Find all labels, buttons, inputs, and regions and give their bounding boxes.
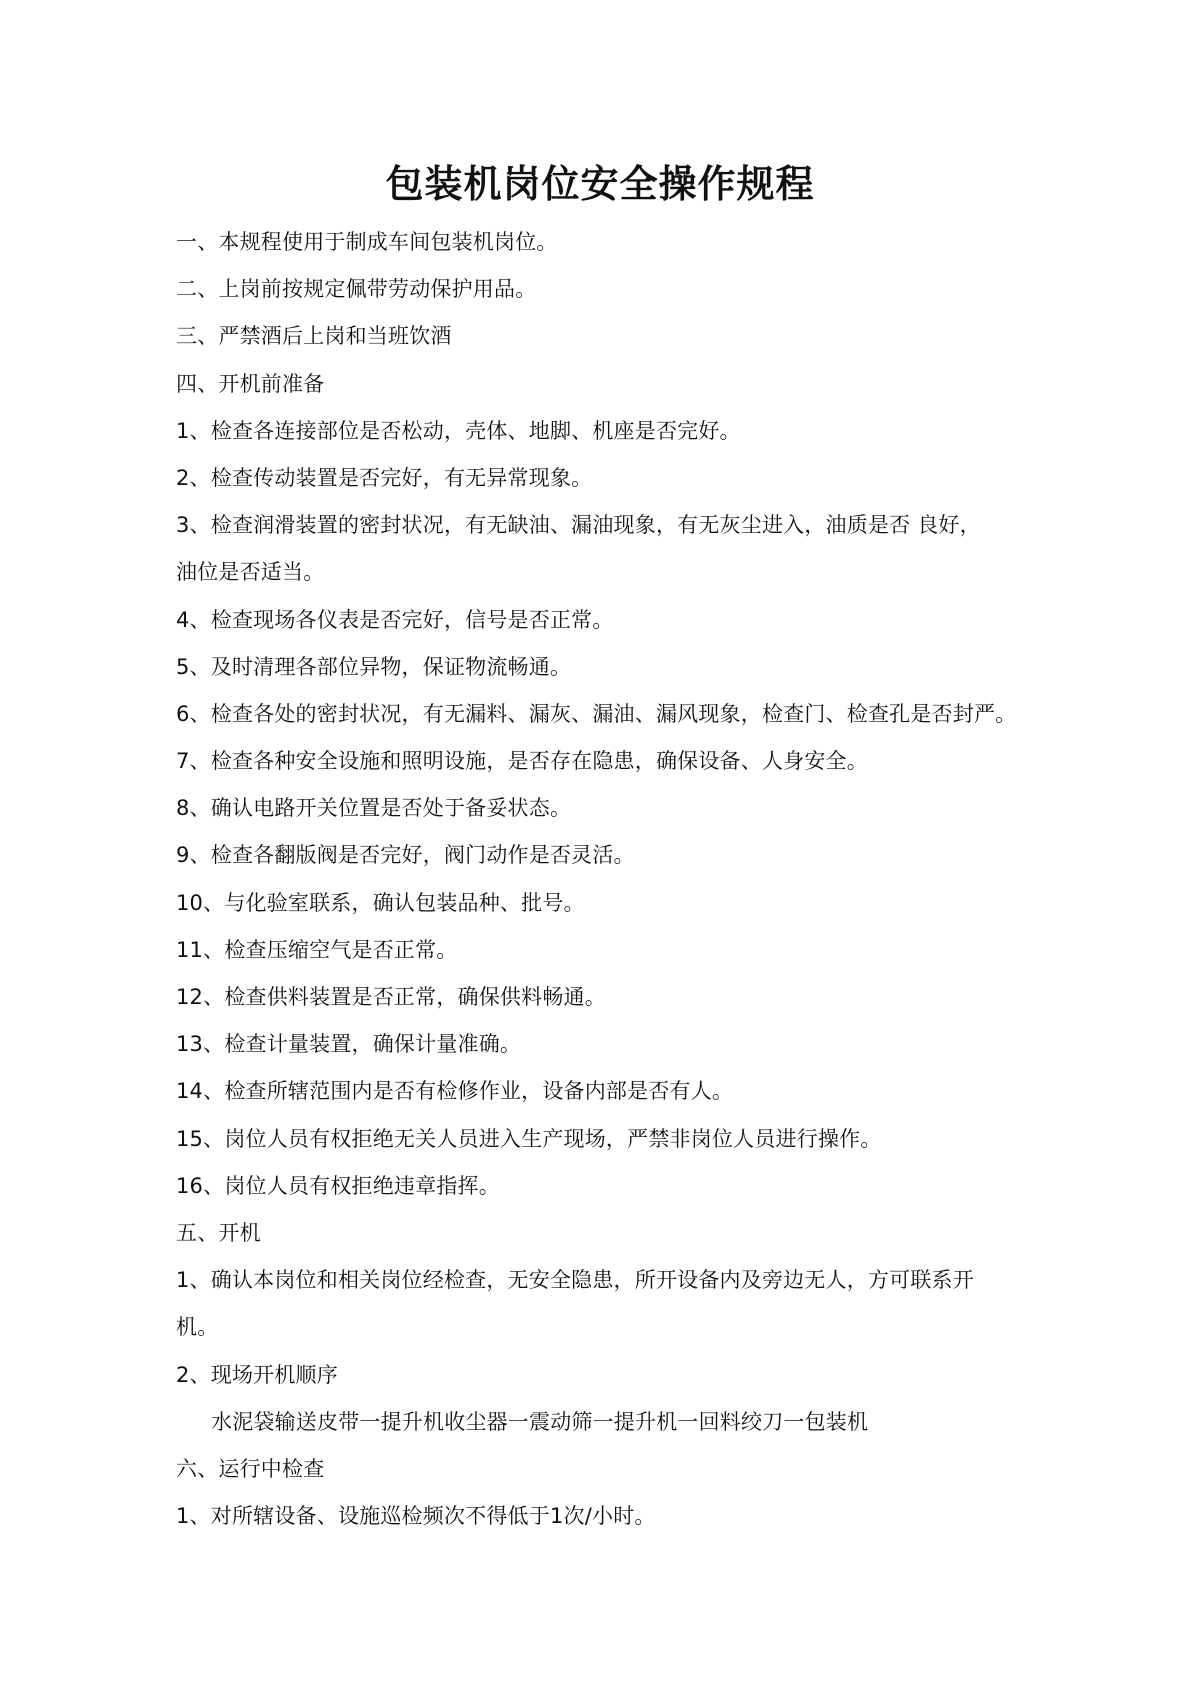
paragraph-line: 13、检查计量装置，确保计量准确。 xyxy=(176,1032,522,1057)
paragraph-line: 水泥袋输送皮带一提升机收尘器一震动筛一提升机一回料绞刀一包装机 xyxy=(211,1409,869,1434)
paragraph-line: 3、检查润滑装置的密封状况，有无缺油、漏油现象，有无灰尘进入，油质是否 良好， xyxy=(176,513,981,538)
paragraph-line: 油位是否适当。 xyxy=(176,560,325,585)
section-heading: 六、运行中检查 xyxy=(176,1456,325,1481)
paragraph-line: 2、现场开机顺序 xyxy=(176,1362,338,1387)
paragraph-line: 15、岗位人员有权拒绝无关人员进入生产现场，严禁非岗位人员进行操作。 xyxy=(176,1126,882,1151)
paragraph-line: 1、检查各连接部位是否松动，壳体、地脚、机座是否完好。 xyxy=(176,418,741,443)
paragraph-line: 9、检查各翻版阀是否完好，阀门动作是否灵活。 xyxy=(176,843,635,868)
paragraph-line: 8、确认电路开关位置是否处于备妥状态。 xyxy=(176,796,572,821)
document-title: 包装机岗位安全操作规程 xyxy=(385,162,815,206)
paragraph-line: 16、岗位人员有权拒绝违章指挥。 xyxy=(176,1173,500,1198)
paragraph-line: 4、检查现场各仪表是否完好，信号是否正常。 xyxy=(176,607,614,632)
paragraph-line: 2、检查传动装置是否完好，有无异常现象。 xyxy=(176,465,593,490)
paragraph-line: 一、本规程使用于制成车间包装机岗位。 xyxy=(176,230,558,254)
paragraph-line: 5、及时清理各部位异物，保证物流畅通。 xyxy=(176,654,572,679)
paragraph-line: 11、检查压缩空气是否正常。 xyxy=(176,937,458,962)
paragraph-line: 1、对所辖设备、设施巡检频次不得低于1次/小时。 xyxy=(176,1504,656,1529)
paragraph-line: 6、检查各处的密封状况，有无漏料、漏灰、漏油、漏风现象，检查门、检查孔是否封严。 xyxy=(176,701,1017,726)
paragraph-line: 10、与化验室联系，确认包装品种、批号。 xyxy=(176,890,585,915)
paragraph-line: 三、严禁酒后上岗和当班饮酒 xyxy=(176,324,452,349)
section-heading: 四、开机前准备 xyxy=(176,371,325,396)
paragraph-line: 二、上岗前按规定佩带劳动保护用品。 xyxy=(176,277,537,302)
document-body xyxy=(176,219,1056,1540)
paragraph-line: 机。 xyxy=(176,1315,219,1340)
paragraph-line: 12、检查供料装置是否正常，确保供料畅通。 xyxy=(176,985,606,1009)
section-heading: 五、开机 xyxy=(176,1220,261,1245)
paragraph-line: 7、检查各种安全设施和照明设施，是否存在隐患，确保设备、人身安全。 xyxy=(176,749,868,774)
paragraph-line: 1、确认本岗位和相关岗位经检查，无安全隐患，所开设备内及旁边无人，方可联系开 xyxy=(176,1268,974,1293)
paragraph-line: 14、检查所辖范围内是否有检修作业，设备内部是否有人。 xyxy=(176,1079,734,1104)
